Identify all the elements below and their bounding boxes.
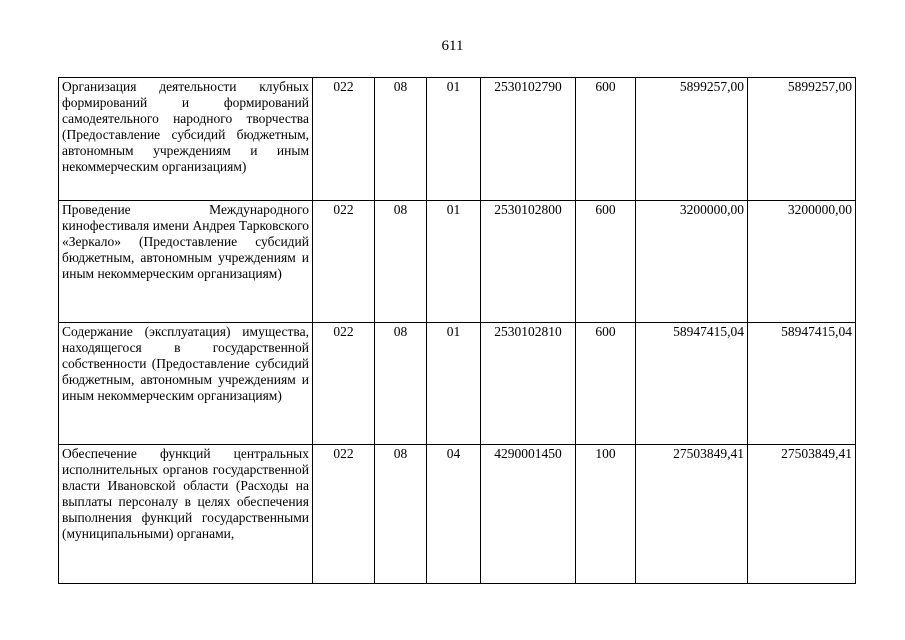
target-article-code: 2530102790 xyxy=(481,78,576,201)
grbs-code: 022 xyxy=(313,323,375,445)
row-description: Проведение Международного кинофестиваля имени Андрея Тарковского «Зеркало» (Предоставление субсидий бюджетным, автономным учреждениям и иным некоммерческим организациям) xyxy=(59,201,313,323)
sum-2: 5899257,00 xyxy=(748,78,856,201)
grbs-code: 022 xyxy=(313,78,375,201)
sum-1: 27503849,41 xyxy=(636,445,748,584)
expense-type-code: 600 xyxy=(576,78,636,201)
target-article-code: 4290001450 xyxy=(481,445,576,584)
row-description: Обеспечение функций центральных исполнительных органов государственной власти Ивановской области (Расходы на выплаты персоналу в целях обеспечения выполнения функций государственными (муниципальными) органами, xyxy=(59,445,313,584)
expense-type-code: 600 xyxy=(576,323,636,445)
section-code: 08 xyxy=(375,445,427,584)
row-description: Содержание (эксплуатация) имущества, находящегося в государственной собственности (Предоставление субсидий бюджетным, автономным учреждениям и иным некоммерческим организациям) xyxy=(59,323,313,445)
grbs-code: 022 xyxy=(313,445,375,584)
sum-1: 58947415,04 xyxy=(636,323,748,445)
subsection-code: 01 xyxy=(427,323,481,445)
table-row xyxy=(59,323,856,445)
expense-type-code: 100 xyxy=(576,445,636,584)
section-code: 08 xyxy=(375,78,427,201)
page-number: 611 xyxy=(441,38,464,54)
table-row xyxy=(59,78,856,201)
section-code: 08 xyxy=(375,323,427,445)
target-article-code: 2530102810 xyxy=(481,323,576,445)
subsection-code: 01 xyxy=(427,201,481,323)
sum-2: 3200000,00 xyxy=(748,201,856,323)
row-description: Организация деятельности клубных формирований и формирований самодеятельного народного творчества (Предоставление субсидий бюджетным, автономным учреждениям и иным некоммерческим организациям) xyxy=(59,78,313,201)
sum-1: 3200000,00 xyxy=(636,201,748,323)
sum-2: 58947415,04 xyxy=(748,323,856,445)
table-row xyxy=(59,445,856,584)
section-code: 08 xyxy=(375,201,427,323)
sum-1: 5899257,00 xyxy=(636,78,748,201)
budget-table xyxy=(58,77,856,584)
expense-type-code: 600 xyxy=(576,201,636,323)
table-row xyxy=(59,201,856,323)
target-article-code: 2530102800 xyxy=(481,201,576,323)
grbs-code: 022 xyxy=(313,201,375,323)
subsection-code: 01 xyxy=(427,78,481,201)
sum-2: 27503849,41 xyxy=(748,445,856,584)
subsection-code: 04 xyxy=(427,445,481,584)
